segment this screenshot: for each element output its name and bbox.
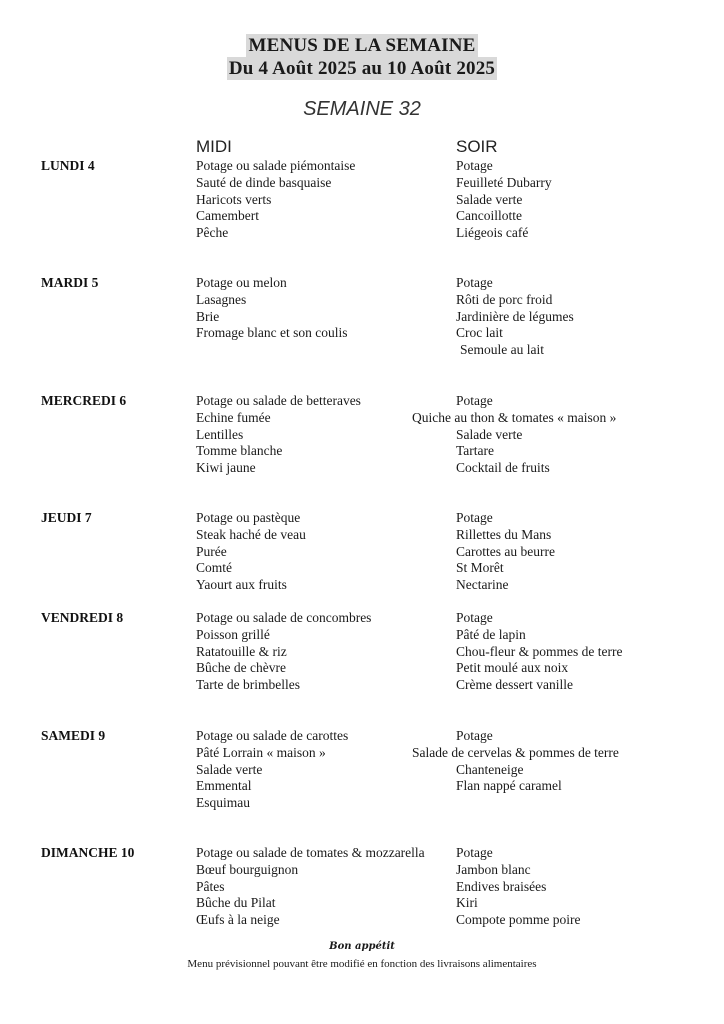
soir-menu-item: Tartare (456, 443, 495, 459)
soir-menu-item: Carottes au beurre (456, 543, 555, 559)
midi-menu-list (196, 510, 306, 594)
soir-menu-item: Salade de cervelas & pommes de terre (412, 744, 619, 760)
midi-menu-item: Bûche du Pilat (196, 895, 276, 911)
soir-menu-item: Rôti de porc froid (456, 291, 553, 307)
midi-menu-item: Poisson grillé (196, 626, 270, 642)
midi-menu-item: Tarte de brimbelles (196, 677, 301, 693)
day-label: MARDI 5 (41, 275, 99, 290)
footer-note: Menu prévisionnel pouvant être modifié en fonction des livraisons alimentaires (187, 958, 537, 970)
soir-menu-list (456, 275, 574, 359)
midi-menu-item: Potage ou melon (196, 275, 287, 290)
midi-menu-item: Potage ou salade piémontaise (196, 158, 356, 173)
midi-menu-item: Lentilles (196, 426, 244, 442)
midi-menu-item: Haricots verts (196, 191, 272, 207)
soir-menu-list (456, 158, 552, 242)
day-label: SAMEDI 9 (41, 728, 106, 743)
soir-column-header: SOIR (456, 137, 498, 156)
day-label: DIMANCHE 10 (41, 845, 135, 860)
midi-menu-item: Emmental (196, 778, 252, 794)
midi-menu-item: Salade verte (196, 761, 263, 777)
week-number: SEMAINE 32 (303, 98, 421, 120)
midi-menu-item: Potage ou pastèque (196, 510, 301, 525)
day-label: MERCREDI 6 (41, 393, 127, 408)
midi-menu-item: Bûche de chèvre (196, 660, 286, 676)
midi-menu-list (196, 845, 425, 929)
midi-menu-item: Pêche (196, 225, 229, 241)
soir-menu-item: Cancoillotte (456, 208, 522, 224)
midi-menu-list (196, 610, 371, 694)
soir-menu-item: Liégeois café (456, 225, 529, 241)
day-label: VENDREDI 8 (41, 610, 124, 625)
soir-menu-item: Cocktail de fruits (456, 460, 550, 476)
midi-menu-item: Echine fumée (196, 409, 271, 425)
soir-menu-item: Jambon blanc (456, 861, 531, 877)
midi-menu-list (196, 275, 347, 342)
bon-appetit-signature: Bon appétit (329, 941, 395, 952)
midi-menu-item: Potage ou salade de carottes (196, 728, 349, 743)
soir-menu-item: Crème dessert vanille (456, 677, 573, 693)
soir-menu-list (412, 728, 663, 795)
soir-menu-item: Potage (456, 728, 493, 743)
midi-menu-item: Potage ou salade de concombres (196, 610, 372, 625)
midi-menu-list (196, 728, 348, 812)
title-block (0, 34, 724, 80)
midi-menu-item: Yaourt aux fruits (196, 577, 287, 593)
soir-menu-list (456, 610, 622, 694)
midi-menu-list (196, 158, 355, 242)
soir-menu-item: Potage (456, 158, 493, 173)
soir-menu-item: St Morêt (456, 560, 504, 576)
midi-menu-item: Bœuf bourguignon (196, 861, 299, 877)
midi-menu-item: Pâté Lorrain « maison » (196, 744, 326, 760)
soir-menu-item: Jardinière de légumes (456, 308, 574, 324)
midi-menu-item: Brie (196, 308, 220, 324)
soir-menu-item: Salade verte (456, 191, 523, 207)
midi-column-header: MIDI (196, 137, 232, 156)
date-range: Du 4 Août 2025 au 10 Août 2025 (228, 58, 496, 79)
soir-menu-list (456, 510, 555, 594)
soir-menu-item: Flan nappé caramel (456, 778, 562, 794)
midi-menu-item: Esquimau (196, 795, 250, 811)
midi-menu-item: Camembert (196, 208, 259, 224)
menu-title: MENUS DE LA SEMAINE (248, 35, 476, 56)
midi-menu-item: Comté (196, 560, 232, 576)
soir-menu-item: Potage (456, 845, 493, 860)
soir-menu-item: Salade verte (456, 426, 523, 442)
soir-menu-item: Endives braisées (456, 878, 547, 894)
soir-menu-item: Chou-fleur & pommes de terre (456, 643, 623, 659)
soir-menu-item: Nectarine (456, 577, 509, 593)
midi-menu-item: Tomme blanche (196, 443, 283, 459)
midi-menu-item: Potage ou salade de betteraves (196, 393, 361, 408)
midi-menu-item: Ratatouille & riz (196, 643, 287, 659)
midi-menu-item: Œufs à la neige (196, 912, 280, 928)
soir-menu-item: Kiri (456, 895, 478, 911)
soir-menu-item: Compote pomme poire (456, 912, 581, 928)
midi-menu-item: Lasagnes (196, 291, 247, 307)
soir-menu-item: Potage (456, 610, 493, 625)
soir-menu-item: Petit moulé aux noix (456, 660, 569, 676)
day-label: JEUDI 7 (41, 510, 92, 525)
midi-menu-item: Purée (196, 543, 227, 559)
day-label: LUNDI 4 (41, 158, 95, 173)
soir-menu-item: Chanteneige (456, 761, 524, 777)
midi-menu-item: Kiwi jaune (196, 460, 256, 476)
midi-menu-item: Sauté de dinde basquaise (196, 174, 332, 190)
midi-menu-item: Potage ou salade de tomates & mozzarella (196, 845, 425, 860)
soir-menu-list (456, 845, 580, 929)
midi-menu-item: Steak haché de veau (196, 526, 306, 542)
soir-menu-item: Potage (456, 393, 493, 408)
soir-menu-item: Feuilleté Dubarry (456, 174, 552, 190)
soir-menu-item: Potage (456, 510, 493, 525)
soir-menu-item: Semoule au lait (460, 342, 544, 358)
soir-menu-item: Croc lait (456, 325, 503, 341)
soir-menu-item: Quiche au thon & tomates « maison » (412, 409, 617, 425)
soir-menu-item: Potage (456, 275, 493, 290)
soir-menu-item: Pâté de lapin (456, 626, 526, 642)
midi-menu-list (196, 393, 361, 477)
midi-menu-item: Fromage blanc et son coulis (196, 325, 348, 341)
midi-menu-item: Pâtes (196, 878, 225, 894)
soir-menu-list (412, 393, 660, 477)
soir-menu-item: Rillettes du Mans (456, 526, 552, 542)
